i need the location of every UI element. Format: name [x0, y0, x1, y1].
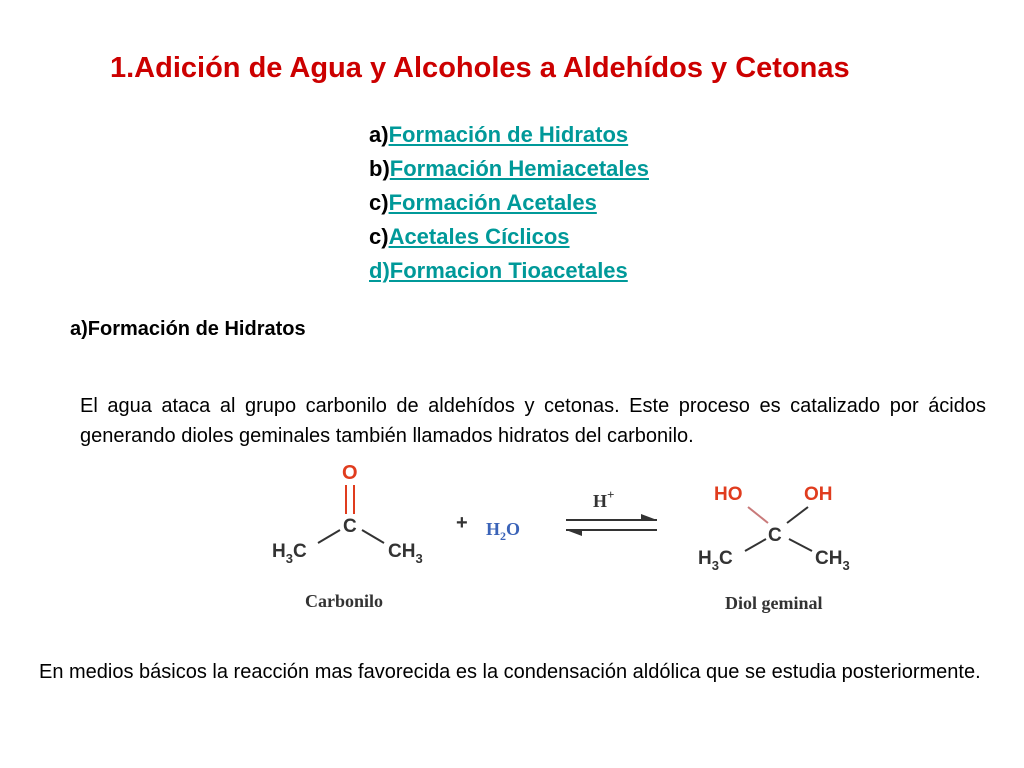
bond-c-oh-left: [748, 507, 768, 523]
diol-carbon-atom: C: [768, 525, 782, 546]
acid-catalyst-label: H+: [593, 487, 615, 511]
water-formula: $H_2O$: [486, 519, 521, 543]
geminal-diol-molecule: [698, 484, 850, 613]
hydroxyl-left-group: HO: [714, 484, 743, 505]
toc-prefix: c): [369, 224, 389, 249]
toc-prefix: a): [369, 122, 389, 147]
toc-prefix: b): [369, 156, 390, 181]
toc-prefix: c): [369, 190, 389, 215]
paragraph-hydrate-description: El agua ataca al grupo carbonilo de aldehídos y cetonas. Este proceso es catalizado por ácidos generando dioles geminales también llamados hidratos del carbonilo.: [80, 395, 986, 447]
toc-link-tioacetales[interactable]: d)Formacion Tioacetales: [369, 258, 628, 283]
diol-caption: Diol geminal: [725, 593, 823, 613]
reverse-arrow-head: [566, 530, 582, 536]
bond-c-oh-right: [787, 507, 808, 523]
methyl-left-group: $H_3C$: [272, 541, 307, 566]
toc-item-acetales-ciclicos[interactable]: [369, 220, 649, 254]
forward-arrow-head: [641, 514, 657, 520]
methyl-right-group: $CH_3$: [388, 541, 423, 566]
toc-link-acetales-ciclicos[interactable]: Acetales Cíclicos: [388, 224, 570, 249]
toc-link-hidratos[interactable]: Formación de Hidratos: [388, 122, 629, 147]
toc-link-acetales[interactable]: Formación Acetales: [388, 190, 597, 215]
section-heading: a)Formación de Hidratos: [70, 318, 306, 340]
diol-methyl-left-group: $H_3C$: [698, 548, 733, 573]
bond-right: [362, 530, 384, 543]
hydroxyl-right-group: OH: [804, 484, 833, 505]
carbonyl-carbon-atom: C: [343, 516, 357, 537]
carbonyl-oxygen-atom: O: [342, 462, 358, 484]
diol-methyl-right-group: $CH_3$: [815, 548, 850, 573]
slide-title: 1.Adición de Agua y Alcoholes a Aldehídos y Cetonas: [110, 52, 850, 84]
paragraph-basic-media: En medios básicos la reacción mas favorecida es la condensación aldólica que se estudia posteriormente.: [39, 661, 981, 683]
bond-c-methyl-right: [789, 539, 812, 551]
carbonyl-molecule: [272, 462, 423, 611]
plus-sign: +: [456, 512, 468, 534]
toc-item-hidratos[interactable]: [369, 118, 649, 152]
toc-link-hemiacetales[interactable]: Formación Hemiacetales: [389, 156, 649, 181]
carbonyl-caption: Carbonilo: [305, 591, 384, 611]
equilibrium-arrows: [566, 487, 657, 536]
toc-item-hemiacetales[interactable]: [369, 152, 649, 186]
toc-item-acetales[interactable]: [369, 186, 649, 220]
table-of-contents: [369, 118, 649, 288]
bond-c-methyl-left: [745, 539, 766, 551]
bond-left: [318, 530, 340, 543]
